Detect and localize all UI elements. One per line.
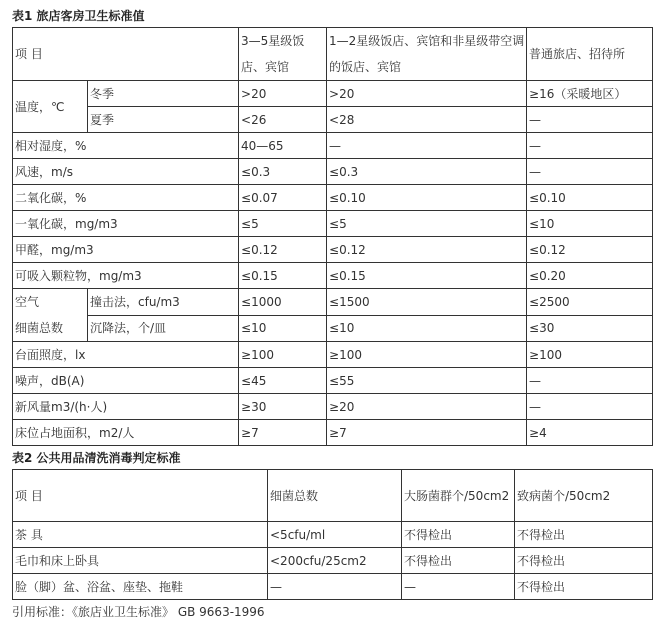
table-cell: ≥100 [327, 342, 527, 368]
table-cell: <200cfu/25cm2 [268, 548, 402, 574]
table-cell: — [527, 394, 653, 420]
table-cell: ≥20 [327, 394, 527, 420]
table-row [13, 133, 653, 159]
row-label: 床位占地面积，m2/人 [13, 420, 239, 446]
bacteria-label [13, 289, 88, 342]
public-goods-disinfection-table [12, 469, 653, 600]
table-row [13, 211, 653, 237]
table-cell: ≥100 [527, 342, 653, 368]
row-label: 噪声，dB(A) [13, 368, 239, 394]
table-cell: ≥4 [527, 420, 653, 446]
bacteria-label-line2: 细菌总数 [15, 321, 64, 335]
table1-caption: 表1 旅店客房卫生标准值 [12, 9, 145, 23]
row-label: 甲醛，mg/m3 [13, 237, 239, 263]
table-cell: <26 [239, 107, 327, 133]
table-cell: — [327, 133, 527, 159]
hotel-room-hygiene-table [12, 27, 653, 446]
table-cell: 不得检出 [515, 522, 653, 548]
table-cell: <5cfu/ml [268, 522, 402, 548]
table-row [13, 342, 653, 368]
table1-header-item: 项 目 [13, 28, 239, 81]
table-row [13, 185, 653, 211]
row-label: 相对湿度，% [13, 133, 239, 159]
table-cell: ≥7 [239, 420, 327, 446]
table-cell: 不得检出 [515, 574, 653, 600]
table-row [13, 548, 653, 574]
table2-caption: 表2 公共用品清洗消毒判定标准 [12, 451, 181, 465]
table-row [13, 81, 653, 107]
table-cell: 不得检出 [402, 548, 515, 574]
table-cell: ≤10 [239, 315, 327, 342]
table-cell: ≥16（采暖地区） [527, 81, 653, 107]
row-label: 茶 具 [13, 522, 268, 548]
citation-text: 引用标准：《旅店业卫生标准》 GB 9663-1996 [12, 605, 265, 619]
table2-header-col2: 大肠菌群个/50cm2 [402, 470, 515, 522]
table2-header-item: 项 目 [13, 470, 268, 522]
table-cell: — [527, 107, 653, 133]
table-cell: ≤0.07 [239, 185, 327, 211]
table-cell: — [268, 574, 402, 600]
table-cell: ≤0.10 [327, 185, 527, 211]
winter-label: 冬季 [88, 81, 239, 107]
table2-header-col1: 细菌总数 [268, 470, 402, 522]
table-cell: — [527, 159, 653, 185]
table-cell: <28 [327, 107, 527, 133]
table-cell: 不得检出 [402, 522, 515, 548]
table-cell: ≤0.12 [527, 237, 653, 263]
table-cell: — [527, 133, 653, 159]
table1-header-col3: 普通旅店、招待所 [527, 28, 653, 81]
table-row [13, 237, 653, 263]
table-cell: ≤0.3 [239, 159, 327, 185]
table-cell: >20 [327, 81, 527, 107]
table-cell: ≤10 [327, 315, 527, 342]
table-cell: ≤0.15 [239, 263, 327, 289]
row-label: 脸（脚）盆、浴盆、座垫、拖鞋 [13, 574, 268, 600]
summer-label: 夏季 [88, 107, 239, 133]
impact-method-label: 撞击法，cfu/m3 [88, 289, 239, 316]
table-cell: 40—65 [239, 133, 327, 159]
settling-method-label: 沉降法，个/皿 [88, 315, 239, 342]
table-row [13, 420, 653, 446]
row-label: 可吸入颗粒物，mg/m3 [13, 263, 239, 289]
table-cell: >20 [239, 81, 327, 107]
table2-header-row [13, 470, 653, 522]
table-cell: ≤0.15 [327, 263, 527, 289]
table-cell: ≤1500 [327, 289, 527, 316]
table-cell: ≤0.10 [527, 185, 653, 211]
row-label: 毛巾和床上卧具 [13, 548, 268, 574]
table-row [13, 368, 653, 394]
table-cell: ≤55 [327, 368, 527, 394]
table-row [13, 522, 653, 548]
table2-header-col3: 致病菌个/50cm2 [515, 470, 653, 522]
table-cell: ≥100 [239, 342, 327, 368]
table-row [13, 289, 653, 316]
table-cell: ≤0.12 [327, 237, 527, 263]
table-row [13, 574, 653, 600]
table-cell: ≥7 [327, 420, 527, 446]
table-cell: ≤0.12 [239, 237, 327, 263]
table-cell: ≤1000 [239, 289, 327, 316]
table-row [13, 159, 653, 185]
table-cell: 不得检出 [515, 548, 653, 574]
table-cell: ≤5 [327, 211, 527, 237]
table-cell: ≤45 [239, 368, 327, 394]
table-row [13, 263, 653, 289]
table-cell: — [402, 574, 515, 600]
row-label: 一氧化碳，mg/m3 [13, 211, 239, 237]
table-cell: ≤30 [527, 315, 653, 342]
table-cell: ≤2500 [527, 289, 653, 316]
row-label: 新风量m3/(h·人) [13, 394, 239, 420]
table-row [13, 107, 653, 133]
row-label: 风速，m/s [13, 159, 239, 185]
temp-label: 温度，℃ [13, 81, 88, 133]
table1-header-row [13, 28, 653, 81]
row-label: 二氧化碳，% [13, 185, 239, 211]
row-label: 台面照度，lx [13, 342, 239, 368]
bacteria-label-line1: 空气 [15, 295, 40, 309]
table-cell: ≤0.20 [527, 263, 653, 289]
table-cell: ≥30 [239, 394, 327, 420]
table-cell: ≤10 [527, 211, 653, 237]
table1-header-col1: 3—5星级饭店、宾馆 [239, 28, 327, 81]
table-cell: ≤5 [239, 211, 327, 237]
table-row [13, 315, 653, 342]
table-row [13, 394, 653, 420]
table1-header-col2: 1—2星级饭店、宾馆和非星级带空调的饭店、宾馆 [327, 28, 527, 81]
table-cell: ≤0.3 [327, 159, 527, 185]
table-cell: — [527, 368, 653, 394]
